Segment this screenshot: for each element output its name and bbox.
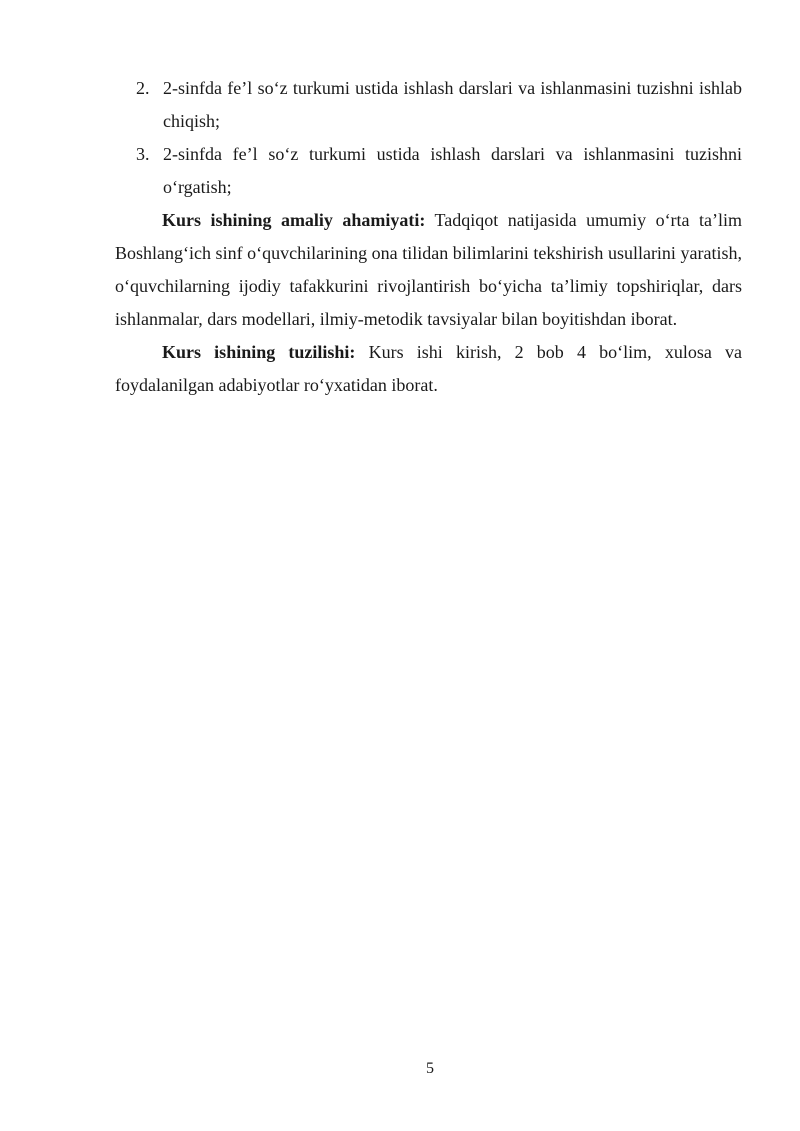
numbered-list [115, 72, 742, 204]
page-content [115, 72, 742, 402]
list-item [115, 72, 742, 138]
list-item-text: 2-sinfda fe’l so‘z turkumi ustida ishlash darslari va ishlanmasini tuzishni ishlab chiqish; [163, 78, 742, 131]
page-number: 5 [426, 1060, 434, 1077]
practical-significance-paragraph [115, 204, 742, 336]
practical-significance-heading: Kurs ishining amaliy ahamiyati: [162, 210, 426, 230]
list-item-number: 3. [136, 144, 150, 164]
structure-text: Kurs ishi kirish, 2 bob 4 bo‘lim, xulosa va foydalanilgan adabiyotlar ro‘yxatidan iborat. [115, 342, 742, 395]
list-item [115, 138, 742, 204]
structure-paragraph [115, 336, 742, 402]
practical-significance-text: Tadqiqot natijasida umumiy o‘rta ta’lim Boshlang‘ich sinf o‘quvchilarining ona tilidan bilimlarini tekshirish usullarini yaratish, o‘quvchilarning ijodiy tafakkurini rivojlantirish bo‘yicha ta’limiy topshiriqlar, dars ishlanmalar, dars modellari, ilmiy-metodik tavsiyalar bilan boyitishdan iborat. [115, 210, 742, 329]
list-item-text: 2-sinfda fe’l so‘z turkumi ustida ishlash darslari va ishlanmasini tuzishni o‘rgatish; [163, 144, 742, 197]
structure-heading: Kurs ishining tuzilishi: [162, 342, 356, 362]
list-item-number: 2. [136, 78, 150, 98]
